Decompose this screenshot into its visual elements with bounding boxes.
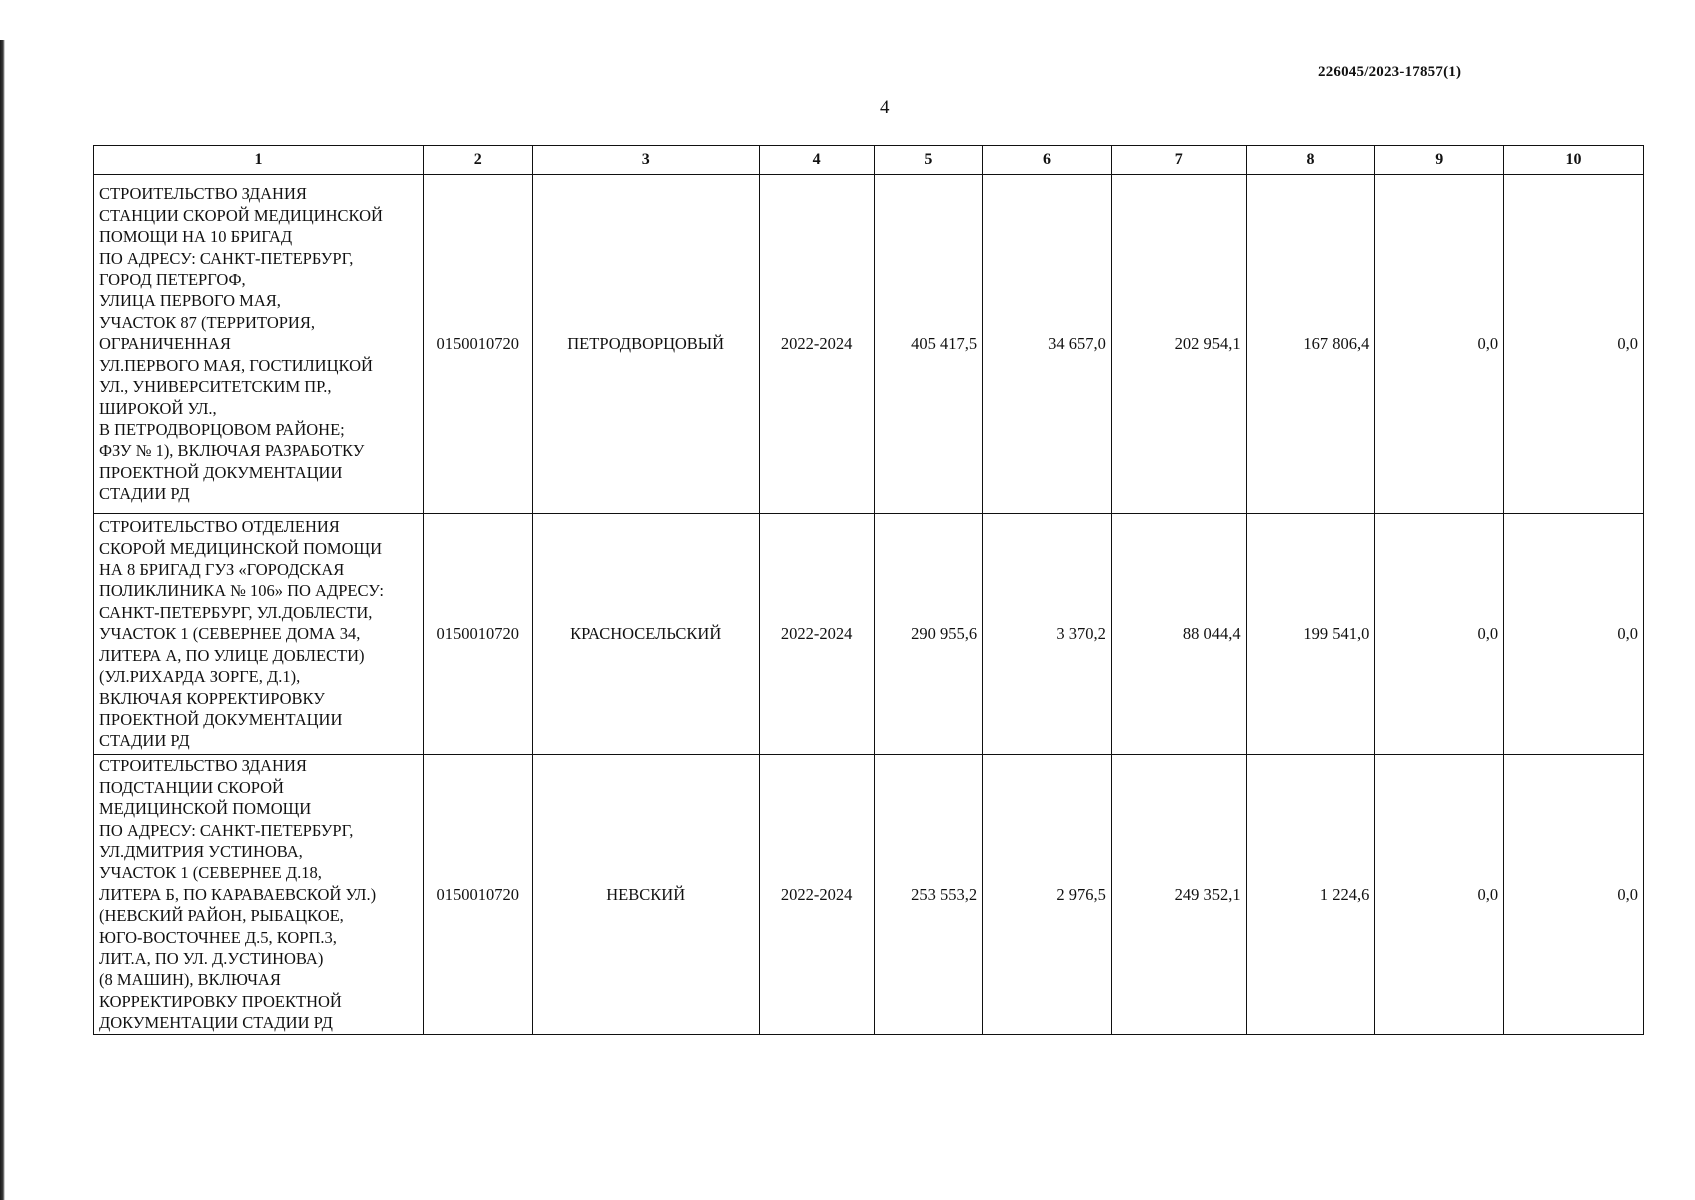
object-name-line: ДОКУМЕНТАЦИИ СТАДИИ РД <box>99 1013 333 1033</box>
table-row <box>94 755 1644 1035</box>
object-name-line: УЧАСТОК 1 (СЕВЕРНЕЕ Д.18, <box>99 863 322 883</box>
column-header: 8 <box>1246 146 1375 175</box>
document-registration-number: 226045/2023-17857(1) <box>1318 64 1462 80</box>
period-cell: 2022-2024 <box>759 175 874 514</box>
object-name-line: СТАДИИ РД <box>99 731 190 751</box>
value-cell-8: 1 224,6 <box>1246 755 1375 1035</box>
object-name-line: УЧАСТОК 87 (ТЕРРИТОРИЯ, <box>99 312 315 332</box>
object-name-line: УЛ.ДМИТРИЯ УСТИНОВА, <box>99 841 303 861</box>
value-cell-10: 0,0 <box>1504 755 1644 1035</box>
object-name-cell <box>94 175 424 514</box>
object-name-line: ШИРОКОЙ УЛ., <box>99 398 217 418</box>
object-name-line: ФЗУ № 1), ВКЛЮЧАЯ РАЗРАБОТКУ <box>99 441 365 461</box>
object-name-line: ПОЛИКЛИНИКА № 106» ПО АДРЕСУ: <box>99 581 384 601</box>
investment-program-table <box>93 145 1644 1035</box>
object-name-line: ПО АДРЕСУ: САНКТ-ПЕТЕРБУРГ, <box>99 820 354 840</box>
table-row <box>94 514 1644 755</box>
object-name-line: (УЛ.РИХАРДА ЗОРГЕ, Д.1), <box>99 667 301 687</box>
column-header: 3 <box>532 146 759 175</box>
object-name-line: СТАДИИ РД <box>99 484 190 504</box>
value-cell-7: 202 954,1 <box>1111 175 1246 514</box>
column-header: 1 <box>94 146 424 175</box>
object-name-line: СКОРОЙ МЕДИЦИНСКОЙ ПОМОЩИ <box>99 538 383 558</box>
object-name-line: ПОМОЩИ НА 10 БРИГАД <box>99 227 293 247</box>
object-name-line: СТРОИТЕЛЬСТВО ЗДАНИЯ <box>99 184 307 204</box>
column-header: 2 <box>423 146 532 175</box>
value-cell-6: 2 976,5 <box>983 755 1112 1035</box>
value-cell-9: 0,0 <box>1375 514 1504 755</box>
period-cell: 2022-2024 <box>759 755 874 1035</box>
column-header: 9 <box>1375 146 1504 175</box>
object-name-line: ГОРОД ПЕТЕРГОФ, <box>99 270 246 290</box>
object-name-line: САНКТ-ПЕТЕРБУРГ, УЛ.ДОБЛЕСТИ, <box>99 602 373 622</box>
column-number-header-row <box>94 146 1644 175</box>
object-name-cell <box>94 755 424 1035</box>
object-name-line: УЛ.ПЕРВОГО МАЯ, ГОСТИЛИЦКОЙ <box>99 355 373 375</box>
value-cell-10: 0,0 <box>1504 175 1644 514</box>
value-cell-7: 249 352,1 <box>1111 755 1246 1035</box>
object-name-cell <box>94 514 424 755</box>
column-header: 4 <box>759 146 874 175</box>
object-name-line: ОГРАНИЧЕННАЯ <box>99 334 231 354</box>
object-name-line: КОРРЕКТИРОВКУ ПРОЕКТНОЙ <box>99 991 342 1011</box>
object-name-line: СТРОИТЕЛЬСТВО ОТДЕЛЕНИЯ <box>99 517 340 537</box>
column-header: 5 <box>874 146 983 175</box>
object-name-line: ПРОЕКТНОЙ ДОКУМЕНТАЦИИ <box>99 709 343 729</box>
value-cell-8: 199 541,0 <box>1246 514 1375 755</box>
object-name-line: ЛИТЕРА Б, ПО КАРАВАЕВСКОЙ УЛ.) <box>99 884 377 904</box>
column-header: 7 <box>1111 146 1246 175</box>
object-name-line: НА 8 БРИГАД ГУЗ «ГОРОДСКАЯ <box>99 560 345 580</box>
table-row <box>94 175 1644 514</box>
object-name-line: СТРОИТЕЛЬСТВО ЗДАНИЯ <box>99 756 307 776</box>
value-cell-8: 167 806,4 <box>1246 175 1375 514</box>
object-name-line: В ПЕТРОДВОРЦОВОМ РАЙОНЕ; <box>99 419 345 439</box>
district-cell: ПЕТРОДВОРЦОВЫЙ <box>532 175 759 514</box>
object-name-line: УЛИЦА ПЕРВОГО МАЯ, <box>99 291 281 311</box>
budget-code-cell: 0150010720 <box>423 175 532 514</box>
value-cell-5: 290 955,6 <box>874 514 983 755</box>
district-cell: НЕВСКИЙ <box>532 755 759 1035</box>
scan-edge <box>0 40 5 1200</box>
period-cell: 2022-2024 <box>759 514 874 755</box>
budget-code-cell: 0150010720 <box>423 755 532 1035</box>
object-name-line: ЮГО-ВОСТОЧНЕЕ Д.5, КОРП.3, <box>99 927 337 947</box>
budget-code-cell: 0150010720 <box>423 514 532 755</box>
page-number: 4 <box>880 97 890 118</box>
object-name-line: МЕДИЦИНСКОЙ ПОМОЩИ <box>99 799 312 819</box>
district-cell: КРАСНОСЕЛЬСКИЙ <box>532 514 759 755</box>
column-header: 10 <box>1504 146 1644 175</box>
object-name-line: ПО АДРЕСУ: САНКТ-ПЕТЕРБУРГ, <box>99 248 354 268</box>
value-cell-10: 0,0 <box>1504 514 1644 755</box>
object-name-line: УЛ., УНИВЕРСИТЕТСКИМ ПР., <box>99 377 332 397</box>
value-cell-6: 34 657,0 <box>983 175 1112 514</box>
value-cell-9: 0,0 <box>1375 755 1504 1035</box>
object-name-line: (НЕВСКИЙ РАЙОН, РЫБАЦКОЕ, <box>99 906 344 926</box>
object-name-line: ПОДСТАНЦИИ СКОРОЙ <box>99 777 284 797</box>
column-header: 6 <box>983 146 1112 175</box>
value-cell-9: 0,0 <box>1375 175 1504 514</box>
object-name-line: ЛИТЕРА А, ПО УЛИЦЕ ДОБЛЕСТИ) <box>99 645 365 665</box>
value-cell-6: 3 370,2 <box>983 514 1112 755</box>
object-name-line: УЧАСТОК 1 (СЕВЕРНЕЕ ДОМА 34, <box>99 624 361 644</box>
object-name-line: ПРОЕКТНОЙ ДОКУМЕНТАЦИИ <box>99 462 343 482</box>
object-name-line: ВКЛЮЧАЯ КОРРЕКТИРОВКУ <box>99 688 325 708</box>
value-cell-5: 253 553,2 <box>874 755 983 1035</box>
value-cell-5: 405 417,5 <box>874 175 983 514</box>
object-name-line: СТАНЦИИ СКОРОЙ МЕДИЦИНСКОЙ <box>99 205 383 225</box>
object-name-line: (8 МАШИН), ВКЛЮЧАЯ <box>99 970 281 990</box>
value-cell-7: 88 044,4 <box>1111 514 1246 755</box>
object-name-line: ЛИТ.А, ПО УЛ. Д.УСТИНОВА) <box>99 949 324 969</box>
